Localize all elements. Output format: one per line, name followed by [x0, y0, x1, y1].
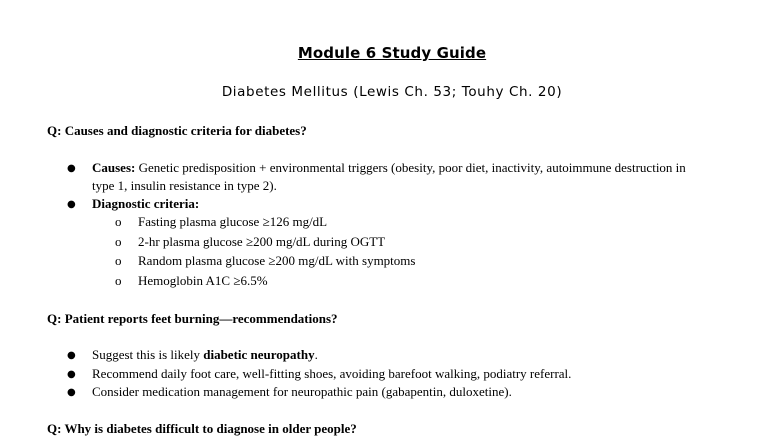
- neuropathy-bold: diabetic neuropathy: [203, 347, 315, 362]
- list-item-medication: Consider medication management for neuropathic pain (gabapentin, duloxetine).: [92, 384, 512, 399]
- page-subtitle: Diabetes Mellitus (Lewis Ch. 53; Touhy Ch. 20): [221, 84, 563, 100]
- causes-label: Causes:: [92, 160, 136, 175]
- bullet-icon: ●: [67, 163, 76, 174]
- sub-bullet-icon: o: [115, 253, 122, 268]
- sub-item-a1c: Hemoglobin A1C ≥6.5%: [138, 273, 268, 288]
- neuropathy-pre: Suggest this is likely: [92, 347, 204, 362]
- sub-bullet-icon: o: [115, 234, 122, 249]
- sub-bullet-icon: o: [115, 214, 122, 229]
- neuropathy-post: .: [314, 347, 318, 362]
- question-3: Q: Why is diabetes difficult to diagnose in older people?: [47, 421, 357, 436]
- sub-item-ogtt: 2-hr plasma glucose ≥200 mg/dL during OGTT: [138, 234, 386, 249]
- bullet-icon: ●: [67, 199, 76, 210]
- list-item-causes: [92, 159, 752, 195]
- causes-text-1: Genetic predisposition + environmental triggers (obesity, poor diet, inactivity, autoimmune destruction in: [135, 160, 686, 175]
- question-1: Q: Causes and diagnostic criteria for diabetes?: [47, 123, 307, 138]
- page-title: Module 6 Study Guide: [297, 44, 487, 62]
- sub-item-fasting: Fasting plasma glucose ≥126 mg/dL: [138, 214, 328, 229]
- sub-item-random: Random plasma glucose ≥200 mg/dL with symptoms: [138, 253, 416, 268]
- causes-text-2: type 1, insulin resistance in type 2).: [92, 178, 277, 193]
- bullet-icon: ●: [67, 369, 76, 380]
- sub-bullet-icon: o: [115, 273, 122, 288]
- bullet-icon: ●: [67, 350, 76, 361]
- list-item-neuropathy: [92, 346, 752, 364]
- question-2: Q: Patient reports feet burning—recommendations?: [47, 311, 338, 326]
- list-item-diagnostic-criteria: [92, 195, 752, 213]
- list-item-foot-care: Recommend daily foot care, well-fitting shoes, avoiding barefoot walking, podiatry referral.: [92, 366, 572, 381]
- diagnostic-criteria-label: Diagnostic criteria:: [92, 196, 200, 211]
- bullet-icon: ●: [67, 387, 76, 398]
